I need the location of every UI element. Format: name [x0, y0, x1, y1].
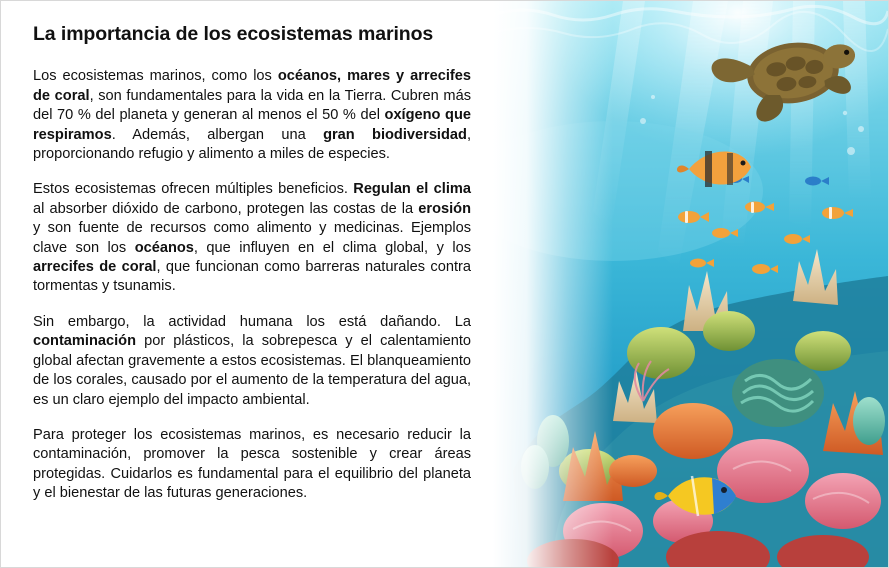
- paragraph-1: [33, 67, 471, 164]
- body-text: y son fuente de recursos como alimento y medicinas. Ejemplos clave son los: [33, 220, 471, 256]
- emphasis-text: contaminación: [33, 333, 136, 350]
- emphasis-text: Regulan el clima: [353, 181, 471, 198]
- body-text: . Además, albergan una: [111, 126, 324, 143]
- paragraph-4: [33, 426, 471, 504]
- body-text: al absorber dióxido de carbono, protegen las costas de la: [33, 200, 419, 217]
- emphasis-text: gran biodiversidad: [323, 126, 467, 143]
- body-text: , son fundamentales para la vida en la Tierra. Cubren más del 70 % del planeta y generan al menos el 50 % del: [33, 87, 472, 124]
- emphasis-text: arrecifes de coral: [33, 259, 157, 276]
- body-text: Estos ecosistemas ofrecen múltiples beneficios.: [33, 181, 354, 198]
- emphasis-text: océanos: [134, 239, 194, 256]
- emphasis-text: oxígeno que respiramos: [33, 107, 471, 143]
- paragraph-2: [33, 180, 471, 296]
- reef-illustration: [493, 1, 888, 568]
- coral-reef-image: [493, 1, 888, 568]
- page-title: La importancia de los ecosistemas marinos: [33, 23, 434, 45]
- body-text: por plásticos, la sobrepesca y el calentamiento global afectan gravemente a estos ecosistemas. El blanqueamiento de los corales, causado por el aumento de la temperatura del agua, es un claro ejemplo del impacto ambiental.: [33, 333, 471, 408]
- body-text: Para proteger los ecosistemas marinos, es necesario reducir la contaminación, promover la pesca sostenible y crear áreas protegidas. Cuidarlos es fundamental para el equilibrio del planeta y el bienestar de las futuras generaciones.: [33, 426, 471, 502]
- paragraph-3: [33, 313, 471, 410]
- emphasis-text: erosión: [418, 200, 471, 217]
- body-text: , que funcionan como barreras naturales contra tormentas y tsunamis.: [33, 259, 471, 295]
- body-text: Los ecosistemas marinos, como los: [33, 68, 278, 85]
- body-text: , proporcionando refugio y alimento a miles de especies.: [33, 126, 471, 163]
- body-text: Sin embargo, la actividad humana los está dañando. La: [33, 313, 471, 330]
- emphasis-text: océanos, mares y arrecifes de coral: [33, 68, 471, 104]
- article-text-column: [1, 1, 501, 568]
- body-text: , que influyen en el clima global, y los: [193, 239, 472, 256]
